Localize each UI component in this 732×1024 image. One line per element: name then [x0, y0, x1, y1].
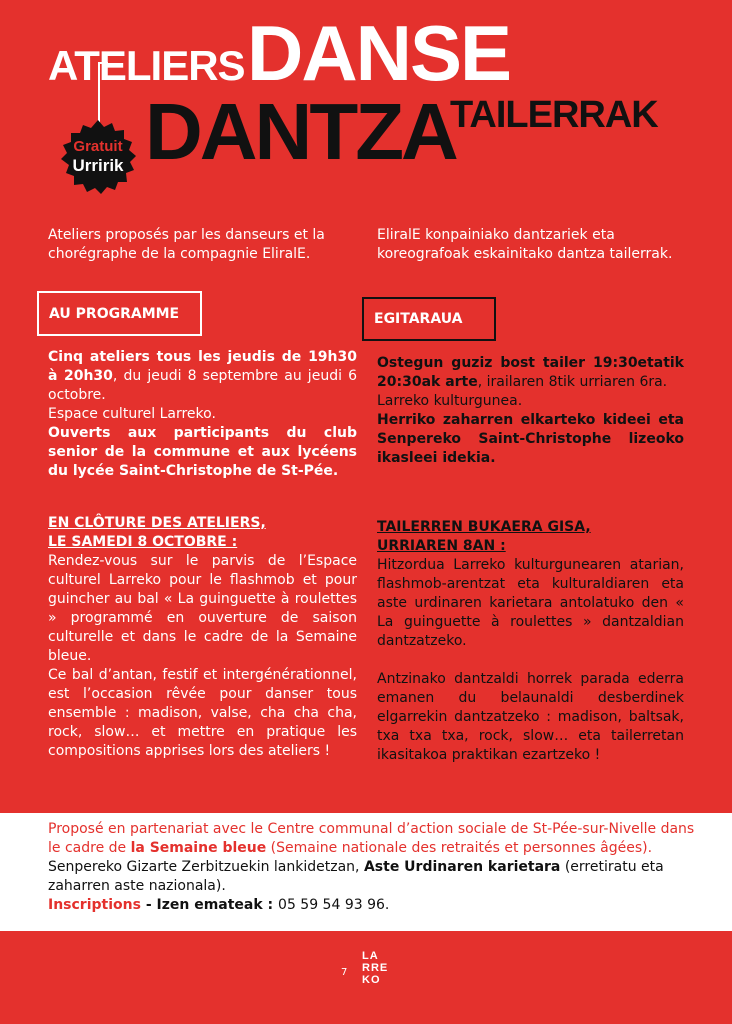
- intro-basque: EliralE konpainiako dantzariek eta koreografoak eskainitako dantza tailerrak.: [377, 227, 673, 262]
- prog-fr-bold2: Ouverts aux participants du club senior de la commune et aux lycéens du lycée Saint-Christophe de St-Pée.: [48, 425, 357, 479]
- badge-label-eu: Urririk: [72, 156, 124, 175]
- cloture-fr-title1: EN CLÔTURE DES ATELIERS,: [48, 515, 266, 531]
- prog-fr-bold1: Cinq ateliers tous les jeudis de 19h30 à 20h30: [48, 349, 357, 384]
- programme-french: [48, 348, 357, 481]
- badge-label-fr: Gratuit: [73, 138, 123, 155]
- title-tailerrak: TAILERRAK: [450, 94, 658, 136]
- band-eu-text1: Senpereko Gizarte Zerbitzuekin lankidetzan,: [48, 859, 364, 875]
- logo-line1: LA: [362, 950, 379, 962]
- logo-line2: RRE: [362, 962, 389, 974]
- programme-heading-eu-label: EGITARAUA: [374, 311, 463, 327]
- partnership-text: [48, 820, 708, 915]
- intro-french: Ateliers proposés par les danseurs et la chorégraphe de la compagnie EliralE.: [48, 227, 325, 262]
- band-fr-bold: la Semaine bleue: [130, 840, 267, 856]
- cloture-fr-text2: Ce bal d’antan, festif et intergénérationnel, est l’occasion rêvée pour danser tous ensemble : madison, valse, cha cha cha, rock, slow… et mettre en pratique les compositions apprises lors des ateliers !: [48, 667, 357, 759]
- programme-heading-fr: [37, 291, 202, 336]
- phone-number: 05 59 54 93 96.: [278, 897, 390, 913]
- cloture-eu-title1: TAILERREN BUKAERA GISA,: [377, 519, 591, 535]
- page-number: 7: [341, 967, 348, 978]
- band-eu-text2: (erretiratu eta zaharren aste nazionala).: [48, 859, 664, 894]
- band-fr-text1: Proposé en partenariat avec le Centre communal d’action sociale de St-Pée-sur-Nivelle dans le cadre de: [48, 821, 695, 856]
- title-dantza: DANTZA: [145, 87, 456, 176]
- prog-fr-text2: Espace culturel Larreko.: [48, 406, 216, 422]
- cloture-eu-title2: URRIAREN 8AN :: [377, 538, 506, 554]
- cloture-french: [48, 514, 357, 761]
- izen-emateak-label: - Izen emateak :: [140, 897, 279, 913]
- cloture-eu-text2: Antzinako dantzaldi horrek parada ederra emanen du belaunaldi desberdinek elgarrekin dantzatzeko : madison, baltsak, txa txa txa, rock, slow… eta tailerretan ikasitakoa praktikan ezartzeko !: [377, 671, 684, 763]
- band-eu-bold: Aste Urdinaren karietara: [363, 859, 561, 875]
- prog-eu-bold2: Herriko zaharren elkarteko kideei eta Senpereko Saint-Christophe lizeoko ikasleei idekia.: [377, 412, 684, 466]
- prog-fr-text1: , du jeudi 8 septembre au jeudi 6 octobre.: [48, 368, 357, 403]
- logo-line3: KO: [362, 974, 381, 986]
- prog-eu-text1: , irailaren 8tik urriaren 6ra.: [477, 374, 668, 390]
- prog-eu-bold1: Ostegun guziz bost tailer 19:30etatik 20:30ak arte: [377, 355, 684, 390]
- title-ateliers: ATELIERS: [48, 42, 245, 89]
- programme-heading-eu: [362, 297, 496, 341]
- cloture-fr-title2: LE SAMEDI 8 OCTOBRE :: [48, 534, 238, 550]
- programme-heading-fr-label: AU PROGRAMME: [49, 305, 180, 322]
- band-fr-text2: (Semaine nationale des retraités et personnes âgées).: [266, 840, 653, 856]
- prog-eu-text2: Larreko kulturgunea.: [377, 393, 523, 409]
- title-danse: DANSE: [247, 9, 511, 97]
- inscriptions-label: Inscriptions: [48, 897, 141, 913]
- cloture-basque: [377, 518, 684, 765]
- cloture-eu-text1: Hitzordua Larreko kulturgunearen atarian, flashmob-arentzat eta kulturaldiaren eta aste urdinaren karietara antolatuko den « La guinguette à roulettes » dantzaldian dantzatzeko.: [377, 557, 684, 649]
- programme-basque: [377, 354, 684, 468]
- larreko-logo: [362, 950, 402, 986]
- cloture-fr-text1: Rendez-vous sur le parvis de l’Espace culturel Larreko pour le flashmob et pour guincher au bal « La guinguette à roulettes » programmé en ouverture de saison culturelle et dans le cadre de la Semaine bleue.: [48, 553, 357, 664]
